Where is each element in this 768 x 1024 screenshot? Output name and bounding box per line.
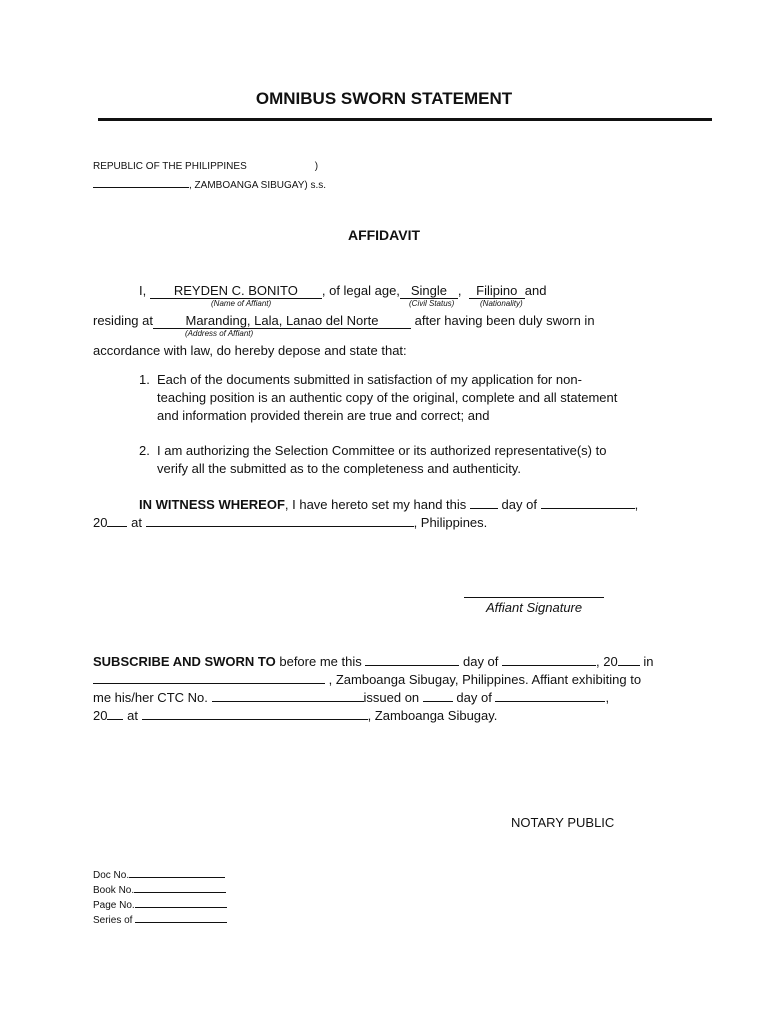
ctc-number-blank[interactable] bbox=[212, 690, 364, 702]
witness-line-2 bbox=[93, 515, 487, 530]
doc-entry-label: Book No. bbox=[93, 885, 135, 896]
nationality-caption: (Nationality) bbox=[480, 299, 523, 308]
doc-entry-row bbox=[93, 912, 227, 926]
subscribe-year-prefix-2: 20 bbox=[93, 708, 108, 723]
witness-month-blank[interactable] bbox=[541, 497, 635, 509]
witness-at: at bbox=[131, 515, 142, 530]
subscribe-zamboanga: , Zamboanga Sibugay, Philippines. Affiant exhibiting to bbox=[328, 672, 642, 687]
affiant-intro: I, bbox=[139, 283, 147, 298]
subscribe-line-4 bbox=[93, 708, 497, 723]
title-rule bbox=[98, 118, 712, 121]
residing-text: residing at bbox=[93, 313, 153, 328]
subscribe-place-blank[interactable] bbox=[93, 672, 325, 684]
doc-entry-blank[interactable] bbox=[135, 897, 227, 908]
document-title: OMNIBUS SWORN STATEMENT bbox=[255, 89, 513, 108]
address-caption: (Address of Affiant) bbox=[185, 329, 254, 338]
after-sworn-text: after having been duly sworn in bbox=[414, 313, 595, 328]
issued-place-blank[interactable] bbox=[142, 708, 368, 720]
witness-year-prefix: 20 bbox=[93, 515, 108, 530]
and-text: and bbox=[524, 283, 547, 298]
affiant-name-field[interactable]: REYDEN C. BONITO bbox=[150, 283, 322, 299]
item-line: Each of the documents submitted in satisfaction of my application for non- bbox=[157, 372, 582, 387]
signature-line[interactable] bbox=[464, 597, 604, 598]
residing-line bbox=[93, 313, 595, 329]
name-caption: (Name of Affiant) bbox=[211, 299, 272, 308]
venue-line-2 bbox=[93, 176, 326, 191]
notary-public-label: NOTARY PUBLIC bbox=[511, 815, 615, 830]
subscribe-line-3 bbox=[93, 690, 609, 705]
subscribe-comma-2: , bbox=[605, 690, 610, 705]
subscribe-day-blank[interactable] bbox=[365, 654, 459, 666]
witness-philippines: , Philippines. bbox=[413, 515, 488, 530]
subscribe-before: before me this bbox=[279, 654, 362, 669]
witness-comma: , bbox=[634, 497, 639, 512]
venue-province: , ZAMBOANGA SIBUGAY) s.s. bbox=[189, 180, 327, 191]
doc-entry-blank[interactable] bbox=[134, 882, 226, 893]
doc-entry-row bbox=[93, 867, 225, 881]
subscribe-line-2 bbox=[93, 672, 641, 687]
witness-day-of: day of bbox=[501, 497, 537, 512]
witness-place-blank[interactable] bbox=[146, 515, 414, 527]
subscribe-at: at bbox=[127, 708, 138, 723]
witness-day-blank[interactable] bbox=[470, 497, 498, 509]
subscribe-line-1 bbox=[93, 654, 653, 669]
doc-entry-blank[interactable] bbox=[129, 867, 225, 878]
doc-entry-row bbox=[93, 882, 226, 896]
witness-bold: IN WITNESS WHEREOF bbox=[139, 497, 285, 512]
issued-month-blank[interactable] bbox=[495, 690, 605, 702]
subscribe-end: , Zamboanga Sibugay. bbox=[367, 708, 498, 723]
nationality-field[interactable]: Filipino bbox=[469, 283, 525, 299]
subscribe-in: in bbox=[643, 654, 654, 669]
subscribe-day-of: day of bbox=[462, 654, 499, 669]
venue-paren: ) bbox=[314, 161, 319, 172]
doc-entry-label: Series of bbox=[93, 915, 133, 926]
witness-year-blank[interactable] bbox=[107, 515, 127, 527]
witness-line-1 bbox=[139, 497, 638, 512]
venue-blank[interactable] bbox=[93, 176, 189, 188]
doc-entry-label: Doc No. bbox=[93, 870, 130, 881]
item-line: and information provided therein are true and correct; and bbox=[157, 408, 490, 423]
item-line: verify all the submitted as to the completeness and authenticity. bbox=[157, 461, 521, 476]
issued-year-blank[interactable] bbox=[107, 708, 123, 720]
subscribe-day-of-2: day of bbox=[456, 690, 492, 705]
subscribe-issued: issued on bbox=[363, 690, 420, 705]
doc-entry-label: Page No. bbox=[93, 900, 135, 911]
venue-republic: REPUBLIC OF THE PHILIPPINES bbox=[93, 161, 247, 172]
subscribe-bold: SUBSCRIBE AND SWORN TO bbox=[93, 654, 276, 669]
subscribe-year-prefix: , 20 bbox=[596, 654, 618, 669]
subscribe-ctc: me his/her CTC No. bbox=[93, 690, 208, 705]
doc-entry-blank[interactable] bbox=[135, 912, 227, 923]
subscribe-month-blank[interactable] bbox=[502, 654, 596, 666]
address-field[interactable]: Maranding, Lala, Lanao del Norte bbox=[153, 313, 411, 329]
depose-line: accordance with law, do hereby depose and state that: bbox=[93, 343, 407, 358]
affiant-signature-caption: Affiant Signature bbox=[486, 600, 583, 615]
item-line: I am authorizing the Selection Committee or its authorized representative(s) to bbox=[157, 443, 607, 458]
venue-line-1 bbox=[93, 161, 318, 172]
legal-age-text: , of legal age, bbox=[321, 283, 400, 298]
item-number: 2. bbox=[139, 443, 150, 458]
item-line: teaching position is an authentic copy of the original, complete and all statement bbox=[157, 390, 618, 405]
civil-status-field[interactable]: Single bbox=[400, 283, 458, 299]
subscribe-year-blank[interactable] bbox=[618, 654, 640, 666]
item-number: 1. bbox=[139, 372, 150, 387]
issued-day-blank[interactable] bbox=[423, 690, 453, 702]
civil-status-caption: (Civil Status) bbox=[409, 299, 455, 308]
witness-text: , I have hereto set my hand this bbox=[284, 497, 467, 512]
doc-entry-row bbox=[93, 897, 227, 911]
affidavit-heading: AFFIDAVIT bbox=[347, 227, 421, 243]
affiant-line: I, REYDEN C. BONITO , of legal age, Single , Filipino and bbox=[139, 283, 547, 298]
